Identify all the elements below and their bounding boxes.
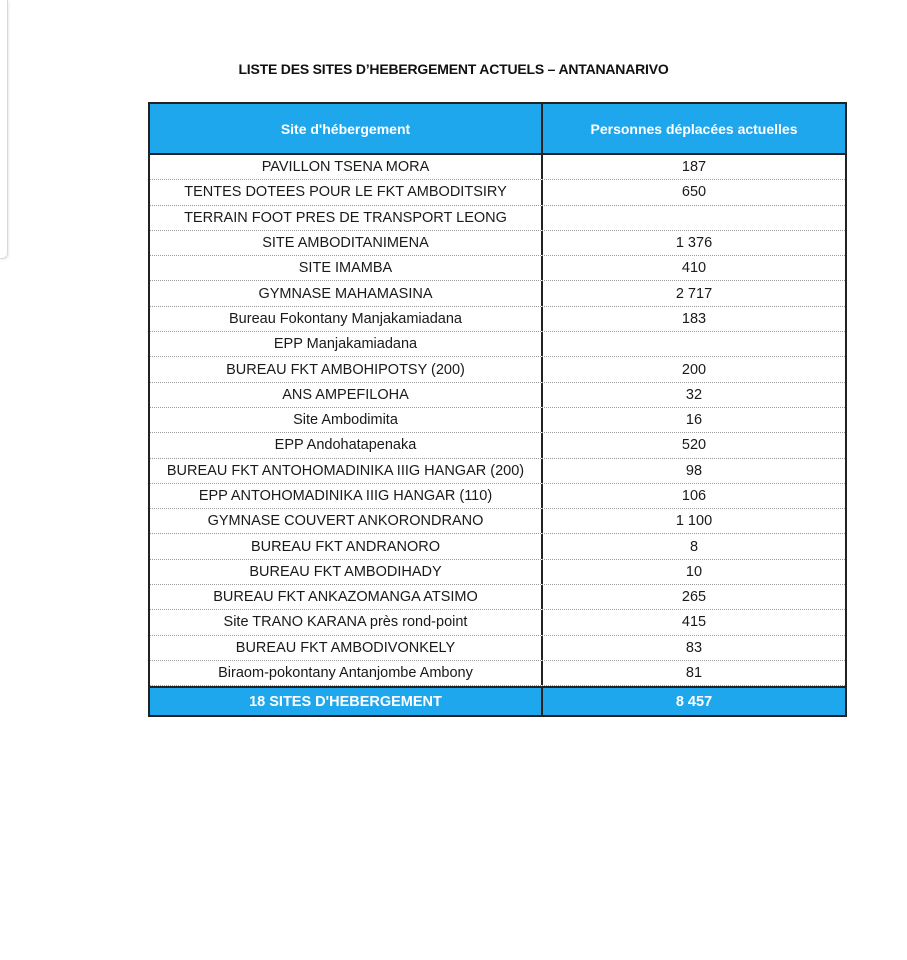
table-row [150,383,845,408]
table-row [150,408,845,433]
displaced-count-cell: 410 [681,260,707,277]
table-row [150,433,845,458]
shelter-sites-table [148,102,847,717]
table-total-row [150,686,845,715]
displaced-count-cell: 520 [681,437,707,454]
site-name-cell: ANS AMPEFILOHA [150,383,543,407]
site-name-cell: PAVILLON TSENA MORA [150,155,543,179]
total-count-cell: 8 457 [675,693,713,710]
column-header-count: Personnes déplacées actuelles [590,120,798,137]
table-row [150,509,845,534]
displaced-count-cell [543,332,845,356]
site-name-cell: GYMNASE COUVERT ANKORONDRANO [150,509,543,533]
displaced-count-cell: 10 [685,563,703,580]
site-name-cell: BUREAU FKT ANTOHOMADINIKA IIIG HANGAR (200) [150,459,543,483]
displaced-count-cell: 187 [681,159,707,176]
site-name-cell: Biraom-pokontany Antanjombe Ambony [150,661,543,685]
displaced-count-cell: 106 [681,488,707,504]
table-row [150,560,845,585]
displaced-count-cell: 16 [685,412,703,429]
site-name-cell: BUREAU FKT ANDRANORO [150,534,543,558]
table-row [150,585,845,610]
total-sites-cell: 18 SITES D'HEBERGEMENT [150,688,543,715]
site-name-cell: BUREAU FKT AMBODIHADY [150,560,543,584]
table-header-row [150,104,845,155]
table-row [150,180,845,205]
displaced-count-cell: 8 [689,538,699,555]
table-row [150,206,845,231]
displaced-count-cell: 183 [681,310,707,327]
displaced-count-cell: 650 [681,184,707,201]
table-row [150,332,845,357]
site-name-cell: SITE AMBODITANIMENA [150,231,543,255]
site-name-cell: EPP Andohatapenaka [150,433,543,457]
table-row [150,357,845,382]
displaced-count-cell: 1 376 [675,235,713,252]
site-name-cell: EPP Manjakamiadana [150,332,543,356]
displaced-count-cell: 1 100 [675,513,713,530]
site-name-cell: Site Ambodimita [150,408,543,432]
table-row [150,231,845,256]
displaced-count-cell: 415 [681,614,707,631]
table-row [150,661,845,686]
screen-edge-decoration [0,0,8,259]
displaced-count-cell: 2 717 [675,285,713,302]
table-row [150,256,845,281]
table-row [150,307,845,332]
table-row [150,534,845,559]
displaced-count-cell: 265 [681,589,707,606]
site-name-cell: BUREAU FKT ANKAZOMANGA ATSIMO [150,585,543,609]
displaced-count-cell: 98 [685,462,703,479]
site-name-cell: BUREAU FKT AMBODIVONKELY [150,636,543,660]
site-name-cell: TENTES DOTEES POUR LE FKT AMBODITSIRY [150,180,543,204]
table-row [150,610,845,635]
displaced-count-cell: 83 [685,639,703,656]
site-name-cell: GYMNASE MAHAMASINA [150,281,543,305]
site-name-cell: BUREAU FKT AMBOHIPOTSY (200) [150,357,543,381]
table-row [150,484,845,509]
displaced-count-cell: 200 [681,361,707,378]
site-name-cell: Bureau Fokontany Manjakamiadana [150,307,543,331]
table-row [150,636,845,661]
site-name-cell: TERRAIN FOOT PRES DE TRANSPORT LEONG [150,206,543,230]
document-title: LISTE DES SITES D’HEBERGEMENT ACTUELS – ANTANANARIVO [238,61,669,77]
site-name-cell: SITE IMAMBA [150,256,543,280]
displaced-count-cell: 32 [685,386,703,403]
displaced-count-cell: 81 [685,665,703,682]
site-name-cell: EPP ANTOHOMADINIKA IIIG HANGAR (110) [150,484,543,508]
site-name-cell: Site TRANO KARANA près rond-point [150,610,543,634]
column-header-site: Site d'hébergement [150,104,543,153]
table-row [150,459,845,484]
table-body [150,155,845,686]
table-row [150,281,845,306]
table-row [150,155,845,180]
displaced-count-cell [543,206,845,230]
